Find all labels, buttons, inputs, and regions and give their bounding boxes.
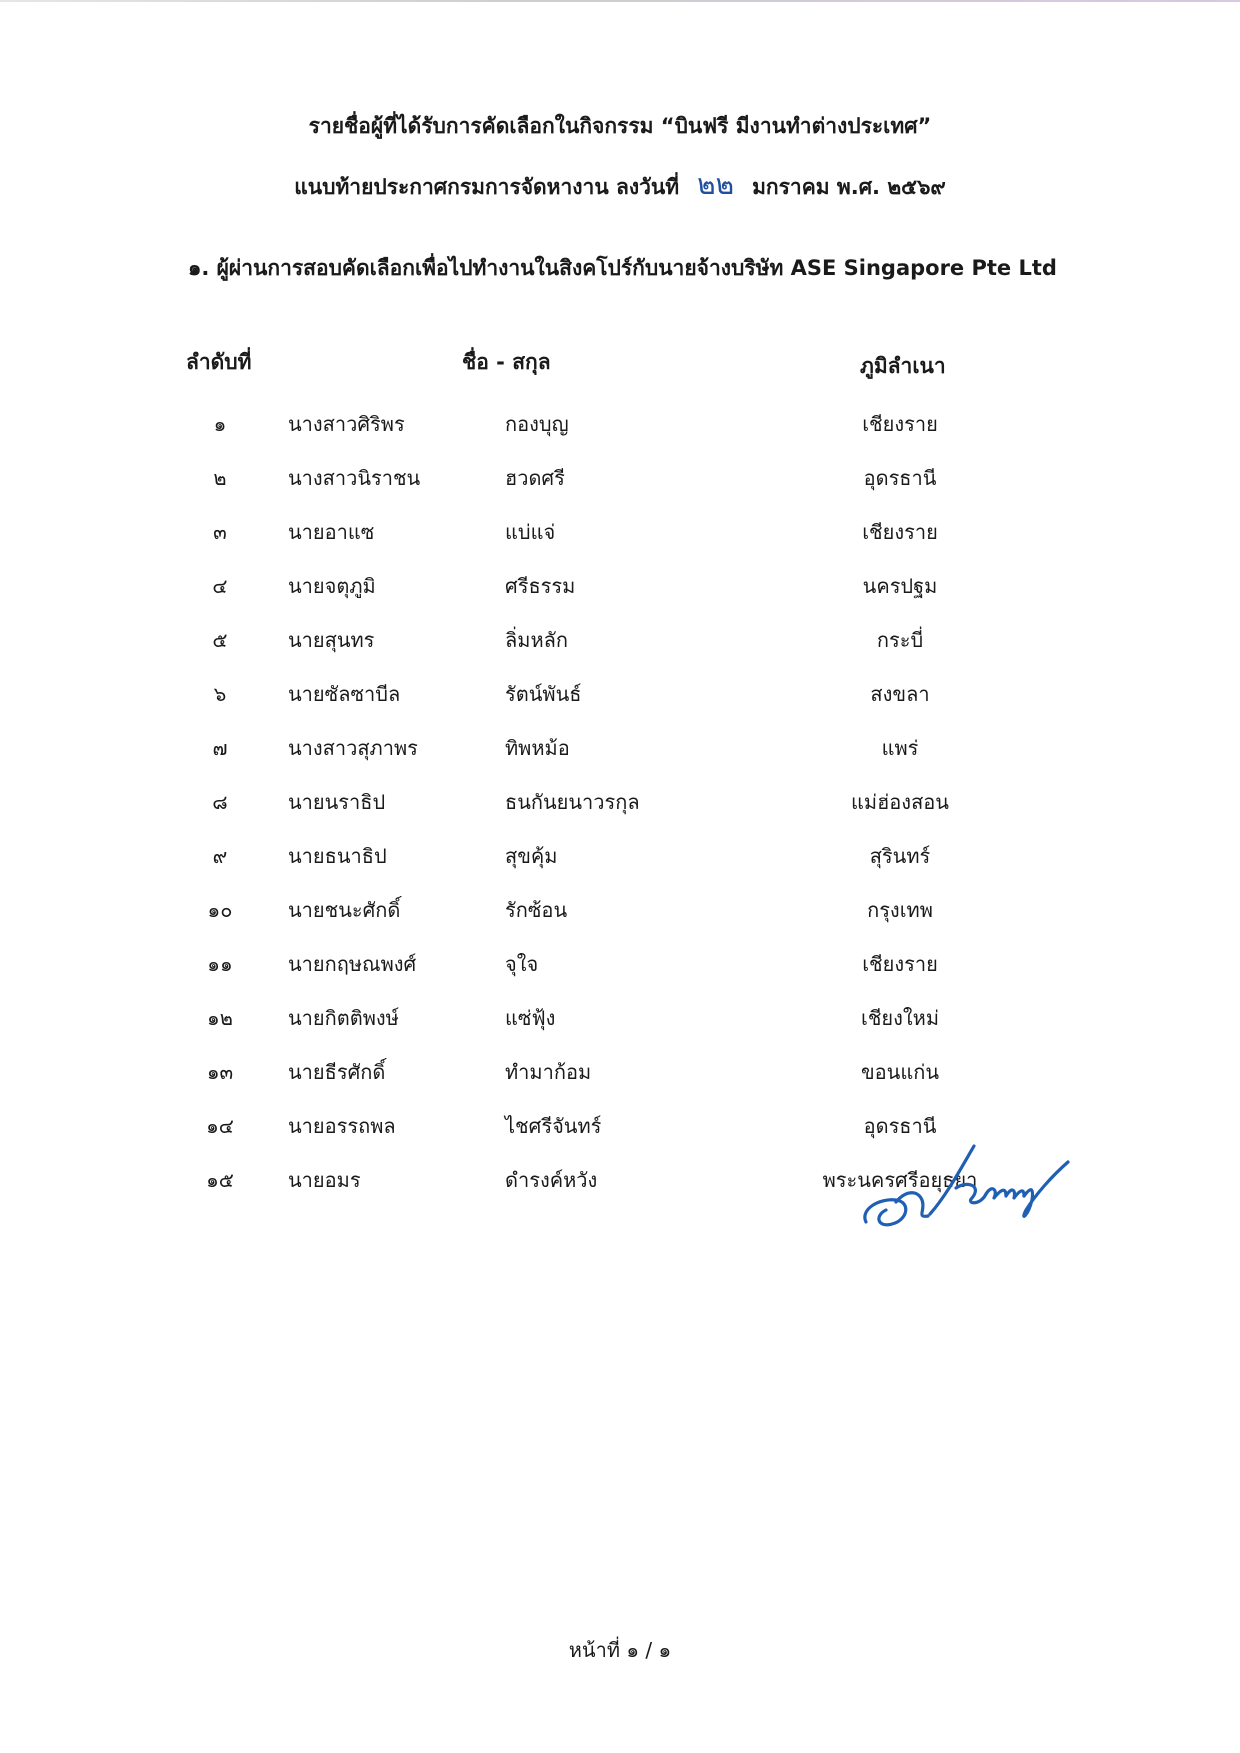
last-name: สุขคุ้ม [505, 844, 558, 868]
handwritten-signature-icon [856, 1140, 1076, 1240]
table-row [0, 616, 1240, 670]
last-name: รักซ้อน [505, 898, 568, 922]
row-number: ๓ [213, 520, 227, 544]
first-name: นายชนะศักดิ์ [288, 898, 401, 922]
first-name: นางสาวศิริพร [288, 412, 405, 436]
table-row [0, 400, 1240, 454]
hometown: เชียงราย [862, 952, 938, 976]
table-row [0, 1048, 1240, 1102]
last-name: ธนกันยนาวรกุล [505, 790, 640, 814]
hometown: อุดรธานี [863, 466, 937, 490]
hometown: เชียงใหม่ [860, 1006, 940, 1030]
last-name: จุใจ [505, 952, 539, 976]
table-row [0, 778, 1240, 832]
hometown: เชียงราย [862, 520, 938, 544]
last-name: ฮวดศรี [505, 466, 565, 490]
last-name: ดำรงค์หวัง [505, 1168, 598, 1192]
row-number: ๑๕ [206, 1168, 234, 1192]
top-edge-line [0, 0, 1240, 2]
hometown: สงขลา [870, 682, 930, 706]
table-row [0, 670, 1240, 724]
first-name: นางสาวสุภาพร [288, 736, 418, 760]
column-header-name: ชื่อ - สกุล [462, 350, 551, 374]
row-number: ๘ [212, 790, 228, 814]
row-number: ๑๐ [207, 898, 233, 922]
hometown: กรุงเทพ [867, 898, 933, 922]
first-name: นายสุนทร [288, 628, 375, 652]
candidate-list [0, 400, 1240, 1210]
document-title: รายชื่อผู้ที่ได้รับการคัดเลือกในกิจกรรม “บินฟรี มีงานทำต่างประเทศ” [308, 114, 932, 138]
last-name: ลิ่มหลัก [505, 628, 568, 652]
column-header-number: ลำดับที่ [186, 350, 252, 374]
last-name: แบ่แจ่ [505, 520, 556, 544]
row-number: ๕ [212, 628, 228, 652]
table-row [0, 994, 1240, 1048]
first-name: นายนราธิป [288, 790, 386, 814]
hometown: อุดรธานี [863, 1114, 937, 1138]
hometown: กระบี่ [876, 628, 924, 652]
hometown: เชียงราย [862, 412, 938, 436]
row-number: ๑๓ [206, 1060, 234, 1084]
hometown: สุรินทร์ [869, 844, 931, 868]
first-name: นายอมร [288, 1168, 361, 1192]
first-name: นายกฤษณพงศ์ [288, 952, 417, 976]
page-number: หน้าที่ ๑ / ๑ [568, 1638, 672, 1662]
row-number: ๗ [212, 736, 228, 760]
first-name: นายกิตติพงษ์ [288, 1006, 399, 1030]
subtitle-prefix: แนบท้ายประกาศกรมการจัดหางาน ลงวันที่ [294, 175, 680, 199]
table-row [0, 832, 1240, 886]
section-heading: ๑. ผู้ผ่านการสอบคัดเลือกเพื่อไปทำงานในสิงคโปร์กับนายจ้างบริษัท ASE Singapore Pte Ltd [188, 256, 1057, 280]
row-number: ๑๒ [207, 1006, 233, 1030]
hometown: ขอนแก่น [860, 1060, 940, 1084]
first-name: นายอรรถพล [288, 1114, 396, 1138]
handwritten-date-day: ๒๒ [697, 168, 735, 201]
hometown: แพร่ [881, 736, 919, 760]
last-name: แซ่ฟุ้ง [505, 1006, 556, 1030]
last-name: ศรีธรรม [505, 574, 576, 598]
first-name: นายธีรศักดิ์ [288, 1060, 386, 1084]
table-row [0, 508, 1240, 562]
column-header-hometown: ภูมิลำเนา [860, 354, 946, 378]
document-subtitle [0, 163, 1240, 207]
row-number: ๑๑ [207, 952, 233, 976]
first-name: นายจตุภูมิ [288, 574, 376, 598]
hometown: แม่ฮ่องสอน [851, 790, 949, 814]
last-name: กองบุญ [505, 412, 569, 436]
row-number: ๙ [212, 844, 228, 868]
hometown: นครปฐม [862, 574, 938, 598]
table-row [0, 454, 1240, 508]
table-row [0, 724, 1240, 778]
table-row [0, 886, 1240, 940]
row-number: ๑๔ [206, 1114, 234, 1138]
last-name: ทำมาก้อม [505, 1060, 592, 1084]
row-number: ๖ [213, 682, 227, 706]
row-number: ๒ [213, 466, 227, 490]
first-name: นายธนาธิป [288, 844, 387, 868]
row-number: ๔ [212, 574, 228, 598]
first-name: นายซัลซาบีล [288, 682, 401, 706]
table-row [0, 940, 1240, 994]
first-name: นายอาแซ [288, 520, 375, 544]
last-name: รัตน์พันธ์ [505, 682, 582, 706]
row-number: ๑ [213, 412, 227, 436]
first-name: นางสาวนิราชน [288, 466, 421, 490]
subtitle-suffix: มกราคม พ.ศ. ๒๕๖๙ [752, 175, 946, 199]
table-row [0, 562, 1240, 616]
last-name: ไชศรีจันทร์ [505, 1114, 602, 1138]
last-name: ทิพหม้อ [505, 736, 570, 760]
hometown: พระนครศรีอยุธยา [822, 1168, 978, 1192]
